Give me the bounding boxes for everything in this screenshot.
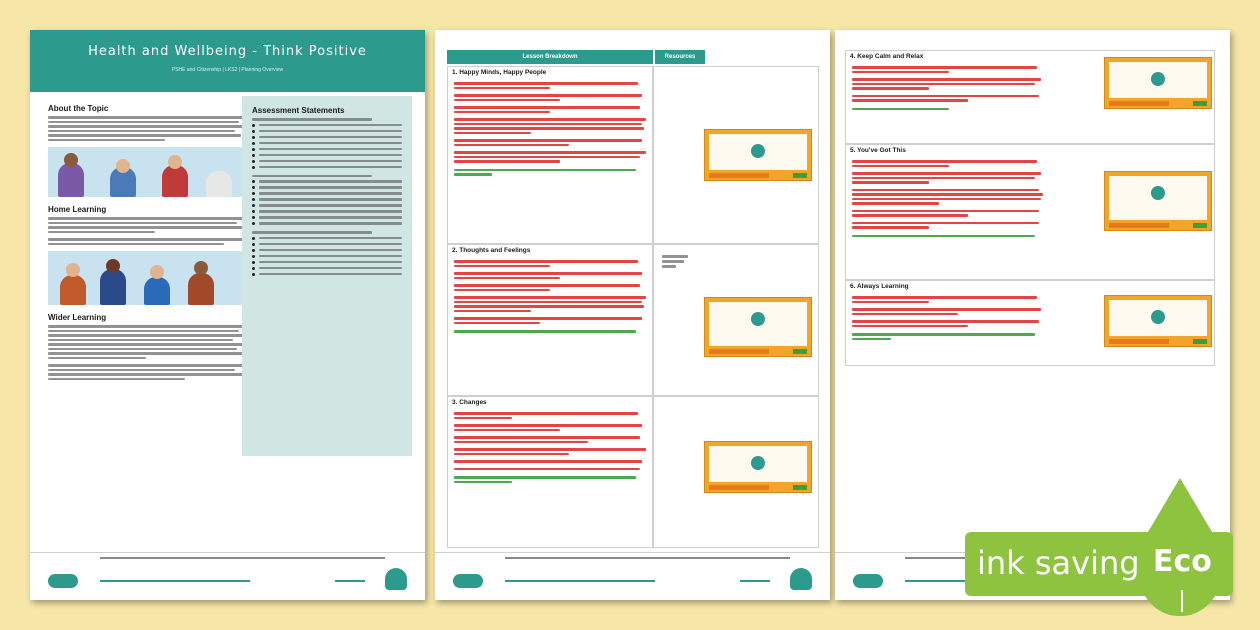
- about-heading: About the Topic: [48, 104, 109, 113]
- about-text: [48, 116, 243, 141]
- ink-saving-label: ink saving: [977, 544, 1140, 582]
- children-illustration: [48, 147, 243, 197]
- assessment-panel: [242, 96, 412, 456]
- play-icon: [1151, 310, 1165, 324]
- lesson-3-resources: [653, 396, 819, 548]
- lesson-breakdown-page: [435, 30, 830, 600]
- lesson-2-slides-thumbnail[interactable]: [704, 297, 812, 357]
- assessment-heading: Assessment Statements: [252, 106, 345, 115]
- page-subtitle: PSHE and Citizenship | LKS2 | Planning Overview: [171, 67, 284, 73]
- page-footer: [30, 552, 425, 600]
- title-banner: [30, 30, 425, 92]
- play-icon: [751, 312, 765, 326]
- lesson-1-resources: [653, 66, 819, 244]
- assessment-list: [252, 118, 402, 276]
- wider-learning-text: [48, 325, 243, 380]
- lesson-2-resources: [653, 244, 819, 396]
- home-learning-text: [48, 217, 243, 245]
- page-footer: [435, 552, 830, 600]
- lesson-1-slides-thumbnail[interactable]: [704, 129, 812, 181]
- wider-learning-heading: Wider Learning: [48, 313, 107, 322]
- twinkl-logo-icon: [853, 574, 883, 588]
- play-icon: [751, 456, 765, 470]
- lesson-6-section: [845, 280, 1215, 366]
- twinkl-logo-icon: [453, 574, 483, 588]
- eco-label: Eco: [1153, 544, 1212, 579]
- lesson-6-title: 6. Always Learning: [850, 283, 909, 290]
- overview-page: [30, 30, 425, 600]
- play-icon: [1151, 186, 1165, 200]
- accreditation-badge-icon: [790, 568, 812, 590]
- twinkl-logo-icon: [48, 574, 78, 588]
- left-column: [48, 102, 243, 384]
- lesson-6-slides-thumbnail[interactable]: [1104, 295, 1212, 347]
- lesson-2-title: 2. Thoughts and Feelings: [452, 247, 531, 254]
- activity-illustration: [48, 251, 243, 305]
- lesson-4-title: 4. Keep Calm and Relax: [850, 53, 924, 60]
- col-lesson-header: Lesson Breakdown: [447, 50, 653, 64]
- accreditation-badge-icon: [385, 568, 407, 590]
- lesson-5-slides-thumbnail[interactable]: [1104, 171, 1212, 231]
- lesson-3-section: [447, 396, 653, 548]
- play-icon: [751, 144, 765, 158]
- leaf-stem-icon: [1181, 590, 1183, 612]
- home-learning-heading: Home Learning: [48, 205, 107, 214]
- lesson-4-slides-thumbnail[interactable]: [1104, 57, 1212, 109]
- lesson-5-section: [845, 144, 1215, 280]
- lesson-5-title: 5. You've Got This: [850, 147, 906, 154]
- page-title: Health and Wellbeing - Think Positive: [88, 44, 367, 59]
- lesson-4-section: [845, 50, 1215, 144]
- lesson-3-title: 3. Changes: [452, 399, 487, 406]
- lesson-1-section: [447, 66, 653, 244]
- play-icon: [1151, 72, 1165, 86]
- lesson-2-section: [447, 244, 653, 396]
- ink-saving-eco-badge: [965, 478, 1255, 618]
- lesson-1-title: 1. Happy Minds, Happy People: [452, 69, 547, 76]
- col-resources-header: Resources: [655, 50, 705, 64]
- lesson-3-slides-thumbnail[interactable]: [704, 441, 812, 493]
